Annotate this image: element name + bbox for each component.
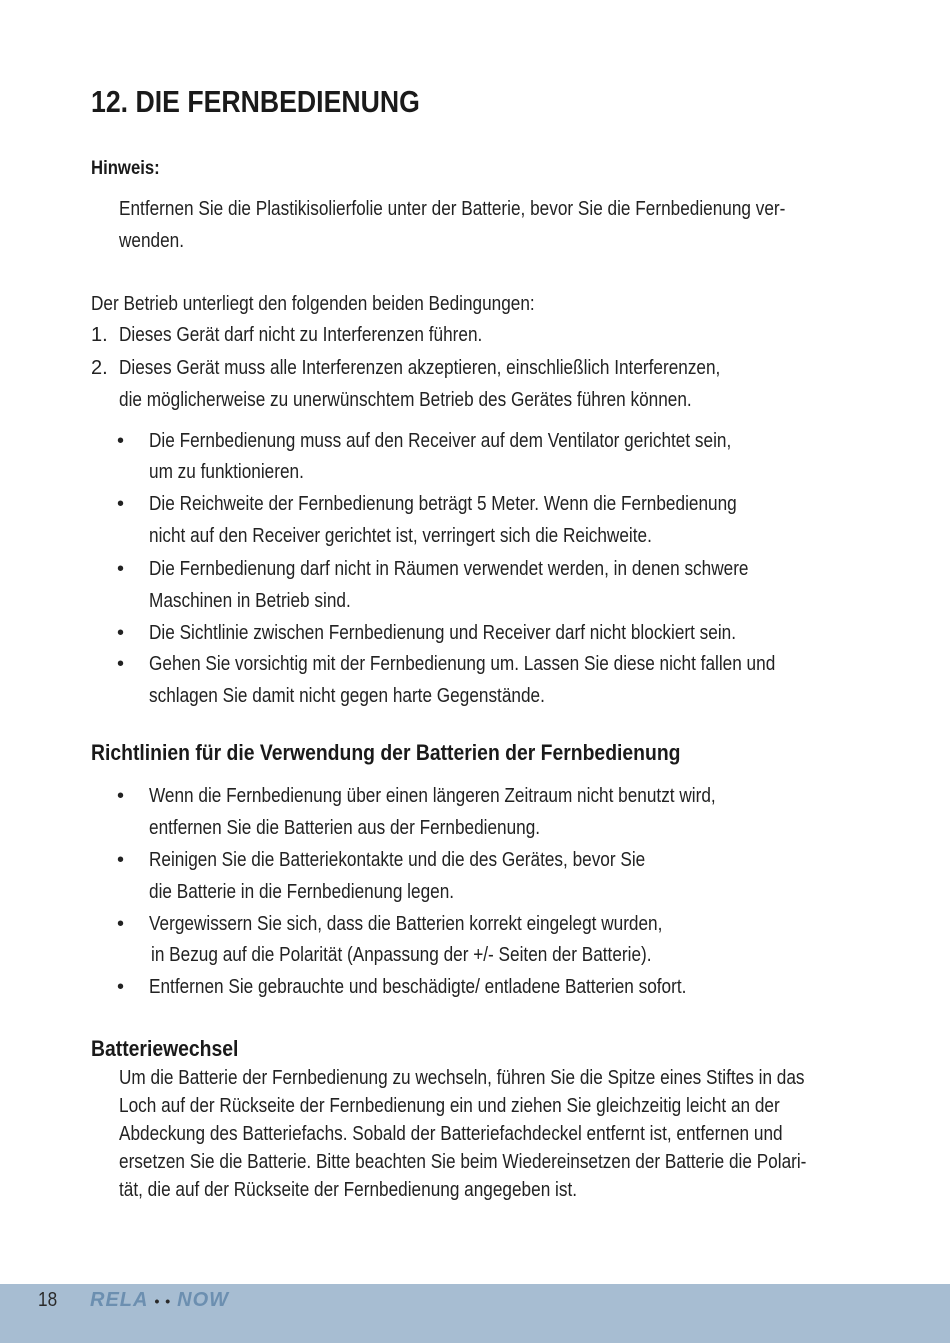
condition-line: die möglicherweise zu unerwünschtem Betrieb des Gerätes führen können. — [119, 389, 692, 411]
bullet-line: Maschinen in Betrieb sind. — [149, 590, 351, 612]
hinweis-line: Entfernen Sie die Plastikisolierfolie unter der Batterie, bevor Sie die Fernbedienung ver- — [119, 198, 786, 220]
section-heading: Batteriewechsel — [91, 1036, 239, 1061]
bullet-line: um zu funktionieren. — [149, 461, 304, 483]
bullet-icon: • — [117, 785, 125, 807]
bullet-line: Die Sichtlinie zwischen Fernbedienung und Receiver darf nicht blockiert sein. — [149, 622, 737, 644]
paragraph-line: tät, die auf der Rückseite der Fernbedienung angegeben ist. — [119, 1179, 578, 1201]
logo-text-left: RELA — [90, 1289, 149, 1311]
list-number: 1. — [91, 324, 108, 346]
brand-logo — [90, 1289, 229, 1315]
condition-line: Dieses Gerät muss alle Interferenzen akzeptieren, einschließlich Interferenzen, — [119, 357, 721, 379]
paragraph-line: Um die Batterie der Fernbedienung zu wechseln, führen Sie die Spitze eines Stiftes in das — [119, 1067, 805, 1089]
paragraph-line: ersetzen Sie die Batterie. Bitte beachten Sie beim Wiedereinsetzen der Batterie die Polari- — [119, 1151, 807, 1173]
section-heading: Richtlinien für die Verwendung der Batterien der Fernbedienung — [91, 740, 681, 765]
bullet-icon: • — [117, 493, 125, 515]
bullet-line: Gehen Sie vorsichtig mit der Fernbedienung um. Lassen Sie diese nicht fallen und — [149, 653, 776, 675]
bullet-line: Die Fernbedienung muss auf den Receiver auf dem Ventilator gerichtet sein, — [149, 430, 732, 452]
page-title: 12. DIE FERNBEDIENUNG — [91, 84, 420, 119]
bullet-icon: • — [117, 430, 125, 452]
condition-line: Dieses Gerät darf nicht zu Interferenzen führen. — [119, 324, 483, 346]
bullet-line: in Bezug auf die Polarität (Anpassung der +/- Seiten der Batterie). — [151, 944, 652, 966]
bullet-line: Wenn die Fernbedienung über einen längeren Zeitraum nicht benutzt wird, — [149, 785, 716, 807]
logo-dots: • • — [154, 1293, 172, 1309]
hinweis-line: wenden. — [119, 230, 185, 252]
bullet-line: Die Fernbedienung darf nicht in Räumen verwendet werden, in denen schwere — [149, 558, 749, 580]
conditions-intro: Der Betrieb unterliegt den folgenden beiden Bedingungen: — [91, 293, 535, 315]
bullet-line: schlagen Sie damit nicht gegen harte Gegenstände. — [149, 685, 545, 707]
bullet-line: entfernen Sie die Batterien aus der Fernbedienung. — [149, 817, 541, 839]
bullet-line: Die Reichweite der Fernbedienung beträgt 5 Meter. Wenn die Fernbedienung — [149, 493, 737, 515]
bullet-line: Entfernen Sie gebrauchte und beschädigte/ entladene Batterien sofort. — [149, 976, 687, 998]
bullet-line: Reinigen Sie die Batteriekontakte und die des Gerätes, bevor Sie — [149, 849, 646, 871]
bullet-icon: • — [117, 913, 125, 935]
bullet-icon: • — [117, 653, 125, 675]
paragraph-line: Loch auf der Rückseite der Fernbedienung ein und ziehen Sie gleichzeitig leicht an der — [119, 1095, 780, 1117]
bullet-line: nicht auf den Receiver gerichtet ist, verringert sich die Reichweite. — [149, 525, 652, 547]
bullet-line: Vergewissern Sie sich, dass die Batterien korrekt eingelegt wurden, — [149, 913, 663, 935]
list-number: 2. — [91, 357, 108, 379]
bullet-icon: • — [117, 558, 125, 580]
bullet-icon: • — [117, 622, 125, 644]
logo-text-right: NOW — [177, 1289, 230, 1311]
bullet-line: die Batterie in die Fernbedienung legen. — [149, 881, 455, 903]
paragraph-line: Abdeckung des Batteriefachs. Sobald der Batteriefachdeckel entfernt ist, entfernen und — [119, 1123, 783, 1145]
bullet-icon: • — [117, 976, 125, 998]
bullet-icon: • — [117, 849, 125, 871]
hinweis-heading: Hinweis: — [91, 158, 160, 179]
page-number: 18 — [38, 1289, 58, 1311]
